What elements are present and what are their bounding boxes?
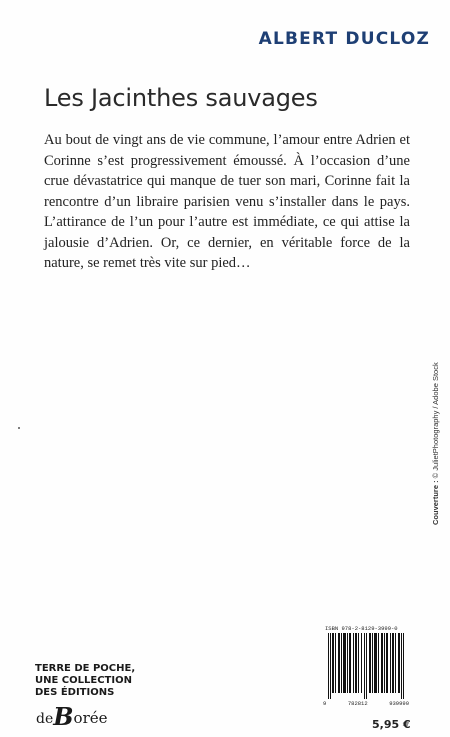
logo-oree: orée bbox=[73, 709, 108, 727]
isbn-text: ISBN 978-2-8129-3999-0 bbox=[325, 625, 398, 632]
logo-de: de bbox=[36, 711, 54, 727]
book-title: Les Jacinthes sauvages bbox=[44, 84, 318, 112]
barcode-digits-right: 939990 bbox=[389, 700, 409, 707]
cover-credit-label: Couverture : bbox=[431, 478, 440, 525]
barcode bbox=[323, 625, 409, 713]
print-speck bbox=[18, 427, 20, 429]
publisher-logo bbox=[36, 700, 108, 729]
price-label: 5,95 € bbox=[372, 718, 411, 731]
collection-line-1: TERRE DE POCHE, bbox=[35, 663, 136, 674]
barcode-digit-first: 9 bbox=[323, 700, 327, 707]
barcode-bars bbox=[323, 633, 409, 699]
cover-credit bbox=[431, 362, 440, 525]
barcode-digits-left: 782812 bbox=[347, 700, 368, 707]
logo-b: B bbox=[53, 702, 74, 731]
collection-line-2: UNE COLLECTION bbox=[35, 675, 132, 686]
cover-credit-text: © JulietPhotography / Adobe Stock bbox=[431, 362, 440, 479]
blurb-text: Au bout de vingt ans de vie commune, l’amour entre Adrien et Corinne s’est progressivement émoussé. À l’occasion d’une crue dévastatrice qui manque de tuer son mari, Corinne fait la rencontre d’un libraire parisien venu s’installer dans le pays. L’attirance de l’un pour l’autre est immédiate, ce qui attise la jalousie d’Adrien. Or, ce dernier, en véritable force de la nature, se remet très vite sur pied… bbox=[44, 132, 410, 271]
collection-line-3: DES ÉDITIONS bbox=[35, 687, 115, 698]
collection-text bbox=[35, 663, 135, 699]
author-name: ALBERT DUCLOZ bbox=[258, 29, 430, 49]
barcode-digits bbox=[323, 700, 409, 707]
